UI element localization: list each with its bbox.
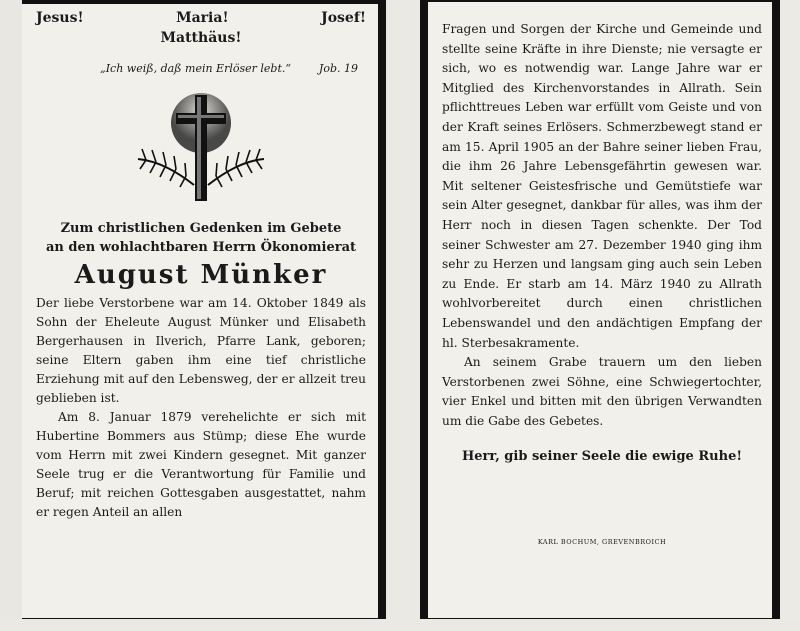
invocation-maria: Maria! — [176, 10, 229, 26]
left-paragraph-1: Der liebe Verstorbene war am 14. Oktober 1849 als Sohn der Eheleute August Münker und Elisabeth Bergerhausen in Ilverich, Pfarre Lank, geboren; seine Eltern gaben ihm eine tief christliche Erziehung mit auf den Lebensweg, der er allzeit treu geblieben ist. — [36, 296, 366, 405]
left-memorial-card — [22, 4, 378, 618]
invocation-row — [36, 10, 366, 30]
background-edge-bottom — [0, 619, 800, 631]
heading-line-1: Zum christlichen Gedenken im Gebete — [60, 221, 342, 236]
memorial-heading — [36, 219, 366, 257]
heading-line-2: an den wohlachtbaren Herrn Ökonomierat — [46, 240, 356, 255]
invocation-matthaeus: Matthäus! — [160, 30, 242, 46]
invocation-jesus: Jesus! — [36, 10, 84, 26]
closing-prayer: Herr, gib seiner Seele die ewige Ruhe! — [461, 449, 743, 465]
background-edge-left — [0, 0, 22, 631]
quote-source: Job. 19 — [318, 62, 358, 75]
bible-quote — [36, 62, 366, 75]
right-paragraph-2: An seinem Grabe trauern um den lieben Verstorbenen zwei Söhne, eine Schwiegertochter, vier Enkel und bitten mit den übrigen Verwandten um die Gabe des Gebetes. — [442, 355, 762, 428]
left-paragraph-2: Am 8. Januar 1879 verehelichte er sich mit Hubertine Bommers aus Stümp; diese Ehe wurde vom Herrn mit zwei Kindern gesegnet. Mit ganzer Seele trug er die Verantwortung für Familie und Beruf; mit reichen Gottesgaben ausgestattet, nahm er regen Anteil an allen — [36, 410, 366, 519]
cross-emblem — [36, 89, 366, 207]
deceased-name: August Münker — [74, 260, 328, 290]
invocation-josef: Josef! — [321, 10, 366, 26]
right-body-text — [442, 20, 762, 431]
background-gap — [386, 0, 420, 631]
right-memorial-card — [428, 2, 772, 618]
background-edge-right — [780, 0, 800, 631]
cross-with-palms-icon — [136, 89, 266, 207]
quote-text: „Ich weiß, daß mein Erlöser lebt.“ — [100, 62, 292, 75]
printer-imprint: KARL BOCHUM, GREVENBROICH — [537, 538, 667, 547]
left-body-text — [36, 294, 366, 522]
right-paragraph-1: Fragen und Sorgen der Kirche und Gemeinde und stellte seine Kräfte in ihre Dienste; nie versagte er sich, wo es notwendig war. Lange Jahre war er Mitglied des Kirchenvorstandes in Allrath. Sein pflichttreues Leben war erfüllt vom Geiste und von der Kraft seines Erlösers. Schmerzbewegt stand er am 15. April 1905 an der Bahre seiner lieben Frau, die ihm 26 Jahre Lebensgefährtin gewesen war. Mit seltener Geistesfrische und Gemütstiefe war sein Alter gesegnet, dankbar für alles, was ihm der Herr noch in diesen Tagen schenkte. Der Tod seiner Schwester am 27. Dezember 1940 ging ihm sehr zu Herzen und langsam ging auch sein Leben zu Ende. Er starb am 14. März 1940 zu Allrath wohlvorbereitet durch einen christlichen Lebenswandel und den andächtigen Empfang der hl. Sterbesakramente. — [442, 22, 762, 350]
